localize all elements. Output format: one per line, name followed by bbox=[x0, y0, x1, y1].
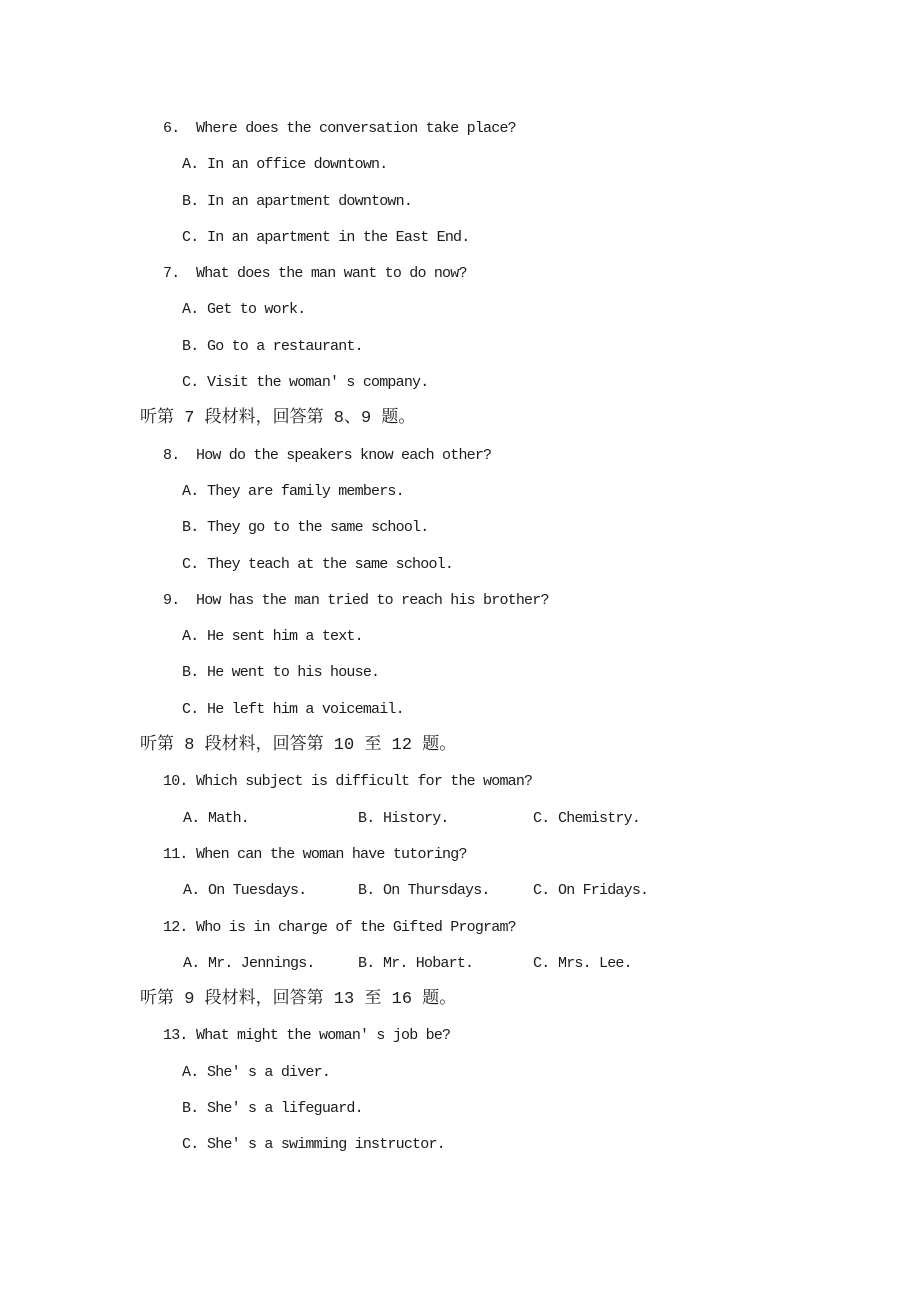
option-b-text: Go to a restaurant. bbox=[207, 337, 363, 355]
option-c-label: C. bbox=[182, 374, 199, 392]
question-9-option-b bbox=[140, 655, 880, 691]
option-a-label: A. bbox=[182, 156, 199, 174]
option-c-label: C. bbox=[533, 954, 550, 972]
option-a-label: A. bbox=[182, 628, 199, 646]
option-a-text: Mr. Jennings. bbox=[208, 954, 315, 972]
question-7-number: 7. bbox=[163, 265, 180, 283]
question-12-text: Who is in charge of the Gifted Program? bbox=[196, 918, 516, 936]
option-c-label: C. bbox=[182, 555, 199, 573]
question-11 bbox=[140, 837, 880, 873]
option-c-text: She' s a swimming instructor. bbox=[207, 1136, 445, 1154]
option-b-label: B. bbox=[358, 809, 375, 827]
option-a-text: Math. bbox=[208, 809, 250, 827]
option-b-text: She' s a lifeguard. bbox=[207, 1100, 363, 1118]
question-6-text: Where does the conversation take place? bbox=[196, 120, 516, 137]
option-a-text: He sent him a text. bbox=[207, 628, 363, 646]
section-instruction-material-7: 听第 7 段材料，回答第 8、9 题。 bbox=[140, 409, 416, 429]
option-b-label: B. bbox=[182, 664, 199, 682]
option-b-label: B. bbox=[182, 192, 199, 210]
option-c-text: In an apartment in the East End. bbox=[207, 228, 470, 246]
question-8-option-c bbox=[140, 547, 880, 583]
question-6-number: 6. bbox=[163, 120, 180, 137]
question-7-option-c bbox=[140, 365, 880, 401]
option-c-label: C. bbox=[533, 882, 550, 900]
option-a-text: Get to work. bbox=[207, 301, 306, 319]
question-13-option-a bbox=[140, 1055, 880, 1091]
option-c-label: C. bbox=[182, 700, 199, 718]
option-a-label: A. bbox=[182, 1063, 199, 1081]
option-c-text: Visit the woman' s company. bbox=[207, 374, 429, 392]
section-instruction-material-8: 听第 8 段材料，回答第 10 至 12 题。 bbox=[140, 736, 457, 756]
question-6-option-c bbox=[140, 220, 880, 256]
question-11-option-c bbox=[533, 873, 648, 909]
question-10-option-b bbox=[358, 801, 533, 837]
question-8-option-b bbox=[140, 510, 880, 546]
question-7-option-a bbox=[140, 292, 880, 328]
option-b-text: He went to his house. bbox=[207, 664, 380, 682]
question-9-option-a bbox=[140, 619, 880, 655]
option-a-label: A. bbox=[183, 809, 200, 827]
option-a-text: They are family members. bbox=[207, 482, 404, 500]
listening-questions-block bbox=[140, 111, 880, 1164]
option-c-text: They teach at the same school. bbox=[207, 555, 454, 573]
question-6-option-b bbox=[140, 184, 880, 220]
option-c-label: C. bbox=[533, 809, 550, 827]
question-9-option-c bbox=[140, 692, 880, 728]
option-b-label: B. bbox=[358, 954, 375, 972]
question-10 bbox=[140, 764, 880, 800]
option-a-text: In an office downtown. bbox=[207, 156, 388, 174]
question-11-option-a bbox=[183, 873, 358, 909]
option-a-label: A. bbox=[182, 301, 199, 319]
question-10-option-c bbox=[533, 801, 640, 837]
question-9-number: 9. bbox=[163, 591, 180, 609]
option-c-text: Chemistry. bbox=[558, 809, 641, 827]
option-c-label: C. bbox=[182, 228, 199, 246]
question-8-option-a bbox=[140, 474, 880, 510]
option-a-text: She' s a diver. bbox=[207, 1063, 331, 1081]
option-a-label: A. bbox=[183, 882, 200, 900]
question-12-options bbox=[140, 946, 880, 982]
question-9-text: How has the man tried to reach his brother? bbox=[196, 591, 549, 609]
question-12-option-a bbox=[183, 946, 358, 982]
question-13-option-c bbox=[140, 1127, 880, 1163]
option-a-label: A. bbox=[183, 954, 200, 972]
question-10-number: 10. bbox=[163, 773, 188, 791]
question-7 bbox=[140, 256, 880, 292]
question-13-text: What might the woman' s job be? bbox=[196, 1027, 451, 1045]
question-13 bbox=[140, 1018, 880, 1054]
question-11-option-b bbox=[358, 873, 533, 909]
question-13-number: 13. bbox=[163, 1027, 188, 1045]
section-instruction-material-9: 听第 9 段材料，回答第 13 至 16 题。 bbox=[140, 990, 457, 1010]
question-9 bbox=[140, 583, 880, 619]
option-b-text: They go to the same school. bbox=[207, 519, 429, 537]
question-6 bbox=[140, 111, 880, 147]
question-7-text: What does the man want to do now? bbox=[196, 265, 467, 283]
question-11-number: 11. bbox=[163, 845, 188, 863]
option-c-text: Mrs. Lee. bbox=[558, 954, 632, 972]
option-b-text: In an apartment downtown. bbox=[207, 192, 413, 210]
question-10-text: Which subject is difficult for the woman? bbox=[196, 773, 533, 791]
question-12-option-b bbox=[358, 946, 533, 982]
option-b-text: History. bbox=[383, 809, 449, 827]
option-a-label: A. bbox=[182, 482, 199, 500]
question-10-options bbox=[140, 801, 880, 837]
question-12-option-c bbox=[533, 946, 632, 982]
option-b-text: On Thursdays. bbox=[383, 882, 490, 900]
option-b-label: B. bbox=[182, 337, 199, 355]
question-10-option-a bbox=[183, 801, 358, 837]
option-b-label: B. bbox=[358, 882, 375, 900]
option-c-label: C. bbox=[182, 1136, 199, 1154]
question-8 bbox=[140, 438, 880, 474]
question-12 bbox=[140, 910, 880, 946]
option-c-text: On Fridays. bbox=[558, 882, 649, 900]
option-b-label: B. bbox=[182, 1100, 199, 1118]
question-11-options bbox=[140, 873, 880, 909]
option-b-label: B. bbox=[182, 519, 199, 537]
question-7-option-b bbox=[140, 329, 880, 365]
option-a-text: On Tuesdays. bbox=[208, 882, 307, 900]
option-b-text: Mr. Hobart. bbox=[383, 954, 474, 972]
question-13-option-b bbox=[140, 1091, 880, 1127]
option-c-text: He left him a voicemail. bbox=[207, 700, 404, 718]
question-8-number: 8. bbox=[163, 446, 180, 464]
question-11-text: When can the woman have tutoring? bbox=[196, 845, 467, 863]
question-8-text: How do the speakers know each other? bbox=[196, 446, 492, 464]
question-6-option-a bbox=[140, 147, 880, 183]
question-12-number: 12. bbox=[163, 918, 188, 936]
